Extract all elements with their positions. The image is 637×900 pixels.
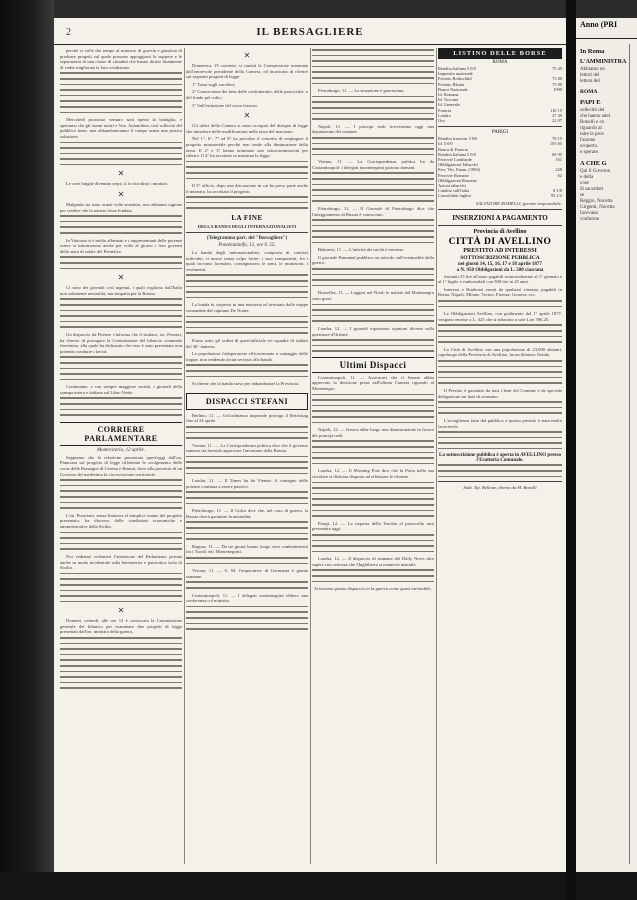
ad-paragraph: Le Obbligazioni Avellino, con godimento dal 1° aprile 1877, vengono emesse a L. 425 che si riducono a sole Lire 396.25. [438, 311, 562, 322]
text-lines [186, 161, 308, 179]
adjacent-line: scoperto. [580, 144, 599, 149]
adjacent-line: sollecitò del [580, 108, 605, 113]
page-number: 2 [66, 27, 71, 38]
text-lines [438, 464, 562, 477]
ad-dates: nei giorni 14, 15, 16, 17 e 18 aprile 1877 [458, 261, 542, 267]
rate-value: 1990 [553, 86, 562, 92]
rate-value: 228 [555, 167, 562, 173]
dispacci-heading: DISPACCI STEFANI [186, 393, 308, 410]
ad-paragraph: Il Prestito è garantito da tutti i beni del Comune e da speciale delegazione sui dazi di consumo. [438, 387, 562, 399]
rate-label: Cambio sull'Italia [438, 188, 470, 194]
text-lines [312, 268, 434, 286]
divider [438, 209, 562, 210]
ad-subscribers: La sottoscrizione pubblica è aperta in AVELLINO presso l'Esattoria Comunale. [439, 453, 561, 464]
la-fine-heading: LA FINE [231, 214, 263, 223]
adjacent-line: riguardo al [580, 126, 602, 131]
text-lines [312, 339, 434, 352]
newspaper-page [54, 18, 566, 872]
dateline: Montecitorio, 12 aprile. [96, 447, 146, 453]
rate-label: Ferrovie Romane [438, 172, 469, 178]
text-lines [60, 532, 182, 550]
scanner-left-edge [0, 0, 54, 900]
market-city: PARIGI [491, 130, 509, 136]
text-lines [312, 440, 434, 464]
rate-label: Id. 5 0/0 [438, 141, 453, 147]
ad-paragraph: L'accoglienza fatta dal pubblico a questo prestito è stata molto favorevole. [438, 417, 562, 429]
text-lines [312, 96, 434, 120]
inserzioni-heading: INSERZIONI A PAGAMENTO [452, 213, 548, 222]
text-lines [60, 479, 182, 509]
dispatch-item: Costantinopoli, 11. — Assicurasi che il Senato abbia approvato la decisione presa nell'ultima Camera riguardo al Montenegro. [312, 374, 434, 392]
ad-province: Provincia di Avellino [473, 228, 527, 235]
article-paragraph: Si ritiene che la banda stava per abbandonare la Provincia. [192, 381, 300, 387]
rate-label: Id. Romana [438, 92, 459, 98]
article-paragraph: Ci sono dei giornali così ingenui, i quali vogliono dall'Italia non solamente neutralità, ma simpatia per la Russia. [60, 285, 182, 296]
dispatch-item: Vienna, 11. — La Corrispondenza politica dice che il governo rumeno sta facendo approvare l'invasione della Russia. [186, 442, 308, 454]
adjacent-line: che hanno adel [580, 114, 610, 119]
article-paragraph: La banda fu sorpresa in una masseria ed arrestata dalle truppe comandate dal capitano De Notter. [186, 302, 308, 313]
separator-cross: ✕ [117, 169, 125, 179]
printer-credit: Stab. Tip. Bellone, diretto da M. Bonelli [463, 485, 537, 491]
text-lines [312, 534, 434, 552]
text-lines [312, 482, 434, 517]
rate-value: 73 80 [552, 76, 562, 82]
adjacent-line: lettera del [580, 79, 600, 84]
rate-label: Banca Nazionale [438, 86, 468, 92]
rate-value: 75 80 [552, 81, 562, 87]
rate-value: 161 [555, 157, 562, 163]
dispatch-item: Londra, 12. — Il Morning Post dice che la Porta nella sua circolare si dichiara disposta ad effettuare le riforme. [312, 468, 434, 479]
adjacent-line: Qui il Governo [580, 169, 611, 174]
divider [438, 481, 562, 482]
dispatch-item: Il giornale Rumanul pubblica un articolo sull'eventualità della guerra. [312, 254, 434, 266]
dispatch-item: Bukarest, 11. — L'attività dei turchi è estrema. [318, 247, 404, 253]
article-paragraph: Sappiamo che la relazione presentata quest'oggi dall'on. Pianciani sul progetto di legge riflettente lo svolgimento delle corse delle Romagne di Cesena e Rimini, dove alla presenza di un Governo del medesimo la circoscrizione territoriale. [60, 454, 182, 477]
rate-label: Obbligazioni Tabacchi [438, 162, 478, 168]
rate-row [438, 193, 562, 198]
rate-label: Londra [438, 112, 451, 118]
column-rule [310, 48, 311, 864]
separator-cross: ✕ [243, 111, 251, 121]
text-lines [312, 569, 434, 582]
dispatch-item: Napoli, 12. — Iersera ebbe luogo una dimostrazione in favore dei principi reali. [312, 427, 434, 438]
rate-value: 22 07 [552, 118, 562, 124]
article-paragraph: Nel 1°, 6°, 7° ed 8° ha prevalso il concetto di respingere il progetto ministeriale perchè non tende alla diminuzione della tassa. Il 2° e 3° hanno nominato uno sottocommissioni per riferire. Il 4° ha accettato in massima la legge. [186, 136, 308, 159]
text-lines [312, 304, 434, 322]
text-lines [60, 72, 182, 113]
rate-label: Rendita Italiana 5 0/0 [438, 151, 476, 157]
text-lines [438, 300, 562, 307]
adjacent-line: e sperare. [580, 150, 600, 155]
adjacent-headline: ROMA [580, 89, 598, 95]
text-lines [186, 426, 308, 439]
text-lines [186, 521, 308, 539]
rate-value: 110 15 [550, 107, 562, 113]
text-lines [60, 637, 182, 689]
text-lines [60, 397, 182, 415]
dispatch-item: Napoli, 11. — I principi reali riceveranno oggi una deputazione del comune. [312, 123, 434, 135]
rate-value: 105 05 [549, 141, 562, 147]
text-lines [438, 324, 562, 342]
rate-value: 75 45 [552, 66, 562, 71]
ad-paragraph: La Città di Avellino con una popolazione di 23,000 abitanti, capoluogo della Provincia di Avellino, ha un bilancio florido. [438, 346, 562, 358]
dispatch-item: Londra, 12. — Il dispaccio di stamane del Daily News dice sapere con certezza che l'Inghilterra si manterrà neutrale. [312, 556, 434, 567]
dispatch-item: Vienna, 11. — La Corrispondenza politica ha da Costantinopoli: i delegati montenegrini partono domani. [312, 159, 434, 170]
adjacent-line: se [580, 193, 585, 198]
separator-cross: ✕ [117, 606, 125, 616]
text-lines [60, 573, 182, 603]
rate-label: Impresito nazionale [438, 71, 473, 77]
article-paragraph: Mercoledì prossimo venturo sarà aperta la battaglia, e speriamo che gli esami nostri e Von. Aulamibon, così sollecito del pubblico bene, non abbandoneranno il campo senza una pratica soluzione. [60, 117, 182, 139]
article-paragraph: L'on. Pianciani, senza limitarsi al semplice esame del progetto presentato, ha discorso delle condizioni economiche e amministrative della Sicilia. [60, 512, 182, 529]
rate-label: Rendita Italiana 5 0/0 [438, 66, 476, 71]
text-lines [60, 215, 182, 233]
rate-value: 8 1/8 [553, 188, 562, 194]
divider [438, 225, 562, 226]
page-gutter [566, 0, 576, 900]
text-lines [186, 364, 308, 377]
article-paragraph: 3° Sull'estinzione del corso forzoso. [192, 102, 259, 108]
text-lines [438, 401, 562, 414]
parigi-rates [438, 136, 562, 198]
rate-label: Id. Toscana [438, 97, 459, 103]
rate-value: 27 49 [552, 112, 562, 118]
section-heading: CORRIERE PARLAMENTARE [60, 422, 182, 446]
roma-rates [438, 66, 562, 123]
ad-city-title: CITTÀ DI AVELLINO [448, 236, 552, 247]
rate-label: Oro [438, 118, 445, 124]
dispatch-item: Parigi, 12. — La risposta della Turchia al protocollo sarà presentata oggi. [312, 520, 434, 532]
adjacent-headline: In Roma [580, 48, 605, 55]
rate-label: Id. Generale [438, 102, 460, 108]
column-rule [436, 48, 437, 864]
adjacent-headline: PAPI E [580, 99, 601, 106]
rate-value: 70 15 [552, 136, 562, 142]
adjacent-line: lettori del [580, 73, 600, 78]
adjacent-line: e della [580, 175, 594, 180]
rate-label: Prestito Rothschild [438, 76, 472, 82]
rate-label: Ferrovie Lombarde [438, 157, 473, 163]
scanner-bottom-edge [0, 872, 637, 900]
la-fine-subheading: DELLA BANDA DEGLI INTERNAZIONALISTI [197, 224, 297, 230]
rate-value: 62 [557, 172, 562, 178]
separator-cross: ✕ [243, 51, 251, 60]
article-paragraph: Noi vediamo volentieri l'attenzione del Parlamento portata anche in modo incidentale sulla benemerita e patriottica isola di Sicilia. [60, 553, 182, 571]
text-lines [438, 431, 562, 449]
article-paragraph: Erano sotto gli ordini di quest'ufficiale sei squadre di soldati del 36° fanteria. [186, 337, 308, 349]
adjacent-page [576, 18, 637, 872]
text-lines [312, 137, 434, 155]
adjacent-line: tutte le prov [580, 132, 605, 137]
dispatch-item: Costantinopoli, 11. — I delegati montenegrini ebbero una conferenza col ministro. [186, 592, 308, 604]
telegram-line: (Telegramma part. del "Bersagliere") [206, 236, 288, 242]
ad-subscription: SOTTOSCRIZIONE PUBBLICA [460, 254, 540, 261]
divider [576, 38, 637, 39]
dispatch-item: Pietroburgo, 11. — Il Giornale di Pietroburgo dice che l'atteggiamento di Russia è conosciuto. [312, 206, 434, 217]
separator-cross: ✕ [117, 190, 125, 200]
ad-paragraph: Interessi e Rimborsi esenti da qualsiasi ritenuta, pagabili in Roma, Napoli, Milano, Torino, Firenze, Genova, ecc. [438, 286, 562, 298]
adjacent-line: Bonelli e co [580, 120, 605, 125]
listino-heading: LISTINO DELLE BORSE [438, 48, 562, 59]
article-paragraph: Continuano, e con sempre maggiore serietà, i giornali della stampa estera e italiana sul Libro Verde. [60, 384, 182, 395]
adjacent-line: cose [580, 181, 589, 186]
dispatch-item: Berlino, 11. — Un'ordinanza imperiale proroga il Reichstag fino al 24 aprile. [186, 412, 308, 424]
text-lines [186, 581, 308, 588]
text-lines [438, 360, 562, 384]
ad-paragraph: fruttanti 25 lire all'anno pagabili semestralmente al 1° gennaio e al 1° luglio e rimborsabili con 500 lire in 25 anni. [438, 273, 562, 285]
text-lines [186, 196, 308, 209]
rate-label: Consolidati inglesi [438, 193, 472, 199]
dispatch-item: Londra, 11. — Il Times ha da Vienna: il contegno delle potenze continua a essere passivo. [186, 478, 308, 489]
text-lines [186, 606, 308, 630]
separator-cross: ✕ [117, 273, 125, 283]
dispatch-item: Ragusa, 11. — Da tre giorni hanno luogo serii combattimenti fra i Turchi ed i Montenegrini. [186, 543, 308, 555]
telegram-place: Pontelandolfo, 12, ore 9. 55. [218, 243, 276, 249]
ad-bonds: a N. 950 Obbligazioni da L. 500 ciascuna [456, 267, 544, 273]
divider [186, 232, 308, 233]
text-lines [312, 49, 434, 84]
article-paragraph: In Vaticano si è molto allarmati e i rappresentanti delle potenze estere si informarono anche per volte al giorno i loro governi dello stato di salute del Pontefice. [60, 237, 182, 254]
article-paragraph: Il 5° ufficio, dopo una discussione in cui ha preso parte anche il ministro, ha accettato il progetto. [186, 183, 308, 194]
adjacent-headline: L'AMMINISTRA [580, 59, 627, 65]
article-paragraph: perchè si volle dar tempo al ministro di gravità e giustizia di produrre progetti sul quale possono appoggiarsi le suppore e le separazioni di una classe di cittadini che hanno diritto finalmente di veder migliorata la loro condizione. [60, 48, 182, 70]
text-lines [186, 491, 308, 504]
rate-value: 69 95 [552, 151, 562, 157]
rate-row [438, 118, 562, 123]
adjacent-headline: A CHE G [580, 160, 607, 167]
article-paragraph: La banda degli internazionalisti, composta di ventisei individui, si arrese senza colpo ferire; i suoi componenti, fra i quali trovansi forestieri, consegnarono le armi, le munizioni, i vestimenti. [186, 250, 308, 272]
text-lines [312, 219, 434, 243]
rate-label: Francia [438, 107, 452, 113]
text-lines [60, 256, 182, 269]
dispatch-item: Pietroburgo, 11. — La situazione è gravissima. [318, 88, 405, 94]
column-3 [312, 48, 434, 864]
text-lines [186, 316, 308, 334]
column-2 [186, 48, 308, 864]
newspaper-title: IL BERSAGLIERE [256, 26, 364, 38]
ultimi-dispacci-heading: Ultimi Dispacci [312, 357, 434, 373]
adjacent-masthead: Anno (PRI [580, 20, 618, 29]
article-paragraph: Domenica, 15 corrente, si riunirà la Commissione nominata dall'onorevole presidente della Camera, ed incaricata di riferire sui seguenti progetti di legge: [186, 63, 308, 80]
text-lines [312, 394, 434, 424]
article-paragraph: Malgrado sia stato ormai volte smentito, non abbiamo ragione per credere che la notizia fosse fondata. [60, 202, 182, 213]
article-paragraph: Gli uffici della Camera si sono occupati del disegno di legge che introduce delle modificazioni nella tassa del macinato. [186, 123, 308, 134]
column-1 [60, 48, 182, 864]
text-lines [60, 298, 182, 328]
market-city: ROMA [492, 60, 508, 65]
article-paragraph: Le cose lunghe diventan serpi; sì lo ricordino i ministri. [66, 181, 169, 187]
adjacent-line: conforme [580, 217, 600, 222]
dispatch-item: Londra, 12. — I giornali esprimono opinioni diverse sulla questione d'Oriente. [312, 325, 434, 337]
rate-label: Ferr. Vitt. Eman. (1863) [438, 167, 481, 173]
article-paragraph: Un dispaccio da Firenze c'informa che il sindaco, on. Peruzzi, ha chiesto di prorogare la Commissione del bilancio comunale fiorentino, alla quale ha dichiarato che esso è stato presentato non potendo condurre i lavori. [60, 331, 182, 354]
article-paragraph: Le popolazioni s'adoperarono efficacemente a vantaggio delle truppe, non rendendo alcun servizio alla banda. [186, 351, 308, 362]
adjacent-line: Girgenti, Nocetta [580, 205, 615, 210]
ad-loan: PRESTITO AD INTERESSI [463, 247, 537, 254]
text-lines [186, 557, 308, 564]
article-paragraph: Domeni, venerdì, alle ore 12 è convocata la Commissione generale del bilancio per esaminare due progetti di legge presentati dall'on. ministro della guerra. [60, 618, 182, 635]
rate-value: 95 1/2 [550, 193, 562, 199]
masthead [54, 24, 566, 45]
text-lines [312, 172, 434, 202]
dispatch-item: Verona, 11. — S. M. l'imperatrice di Germania è giunta stamane. [186, 568, 308, 579]
article-paragraph: 2° Conversione dei beni delle confraternite, delle parrocchie, e del fondo pel culto; [186, 89, 308, 100]
text-lines [186, 456, 308, 474]
column-rule [184, 48, 185, 864]
adjacent-line: l'azione [580, 138, 596, 143]
divider [438, 126, 562, 127]
rate-label: Azioni tabacchi [438, 183, 466, 189]
rate-label: Banca di Francia [438, 146, 468, 152]
footer-note: Si trovano questo dispaccio in la guerra come quasi inevitabile. [314, 586, 432, 592]
adjacent-line: facevano [580, 211, 599, 216]
text-lines [186, 274, 308, 298]
adjacent-line: Abbiamo un [580, 67, 605, 72]
rate-label: Prestito Blount [438, 81, 465, 87]
column-rule [629, 44, 630, 864]
article-paragraph: 1° Tassa sugli zuccheri; [192, 81, 236, 87]
gerente-signature: SALVATORE ROMELLI, gerente responsabile. [475, 200, 562, 206]
dispatch-item: Pietroburgo, 11. — Il Golos dice che, nel caso di guerra, la Russia dovrà garantire la neutralità. [186, 508, 308, 519]
text-lines [60, 356, 182, 380]
adjacent-line: Reggio, Nocetta [580, 199, 613, 204]
rate-label: Rendita francese 3 0/0 [438, 136, 478, 142]
adjacent-line: di sacerdoti [580, 187, 604, 192]
adjacent-column [580, 44, 628, 223]
text-lines [60, 142, 182, 166]
column-4 [438, 48, 562, 864]
dispatch-item: Bruxelles, 11. — Leggesi nel Nord: le notizie dal Montenegro sono gravi. [312, 290, 434, 301]
rate-label: Obbligazioni Romane [438, 177, 477, 183]
